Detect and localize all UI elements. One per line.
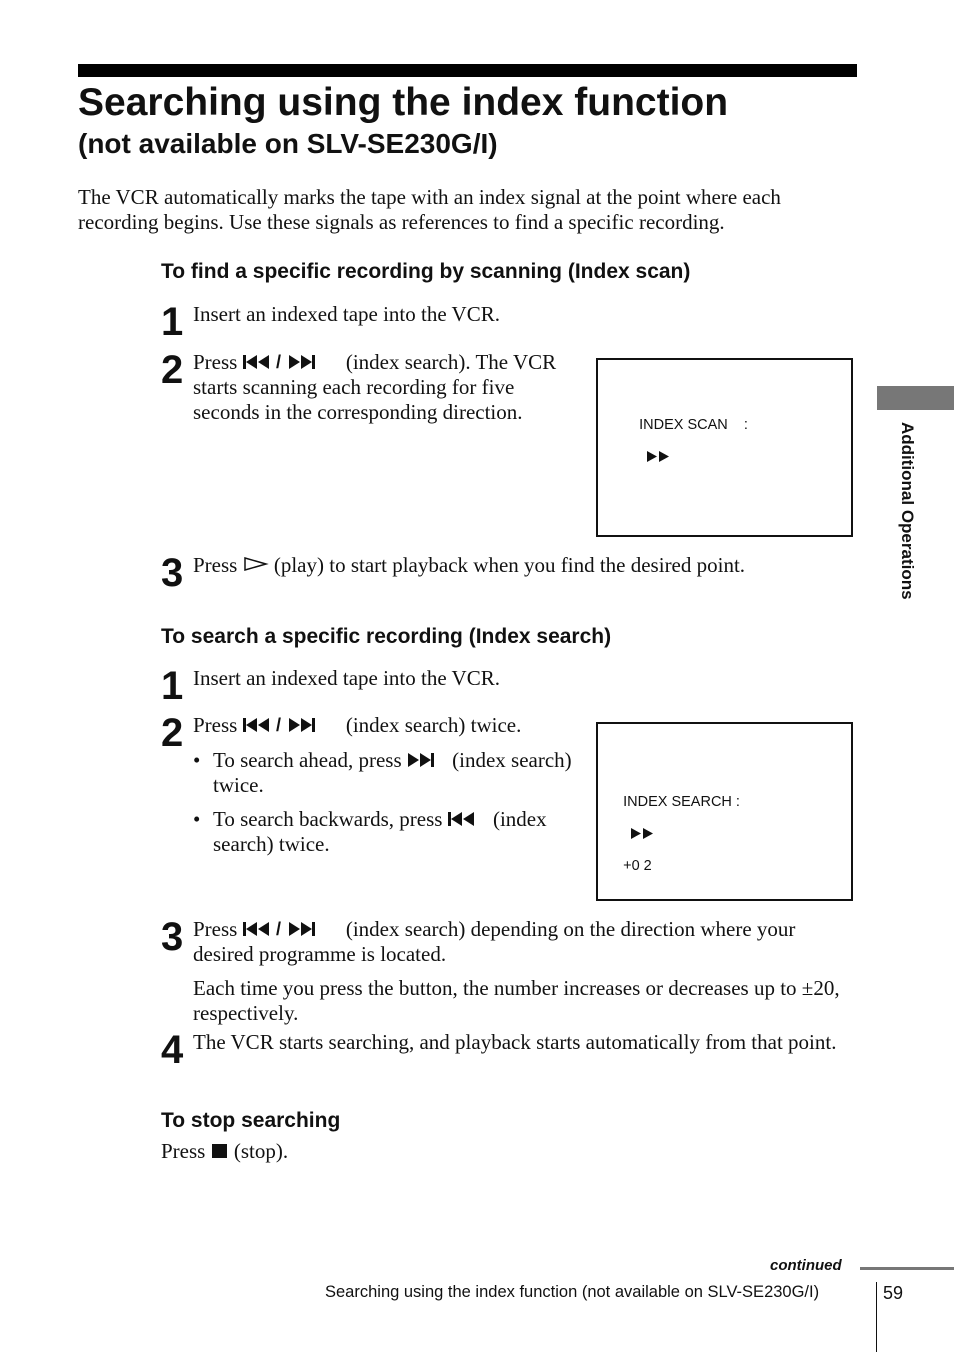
screen-label: INDEX SEARCH : bbox=[623, 794, 740, 810]
step-text-press: Press bbox=[193, 350, 238, 374]
index-search-prev-next-icon bbox=[243, 713, 346, 737]
stop-text bbox=[161, 1139, 288, 1164]
step-number: 2 bbox=[161, 711, 184, 755]
bullet-text bbox=[213, 748, 578, 798]
step-number: 2 bbox=[161, 348, 184, 392]
step-number: 1 bbox=[161, 664, 184, 708]
step-text-press: Press bbox=[193, 917, 238, 941]
index-search-next-icon bbox=[407, 748, 452, 772]
index-search-screen bbox=[596, 722, 853, 901]
step-text: Insert an indexed tape into the VCR. bbox=[193, 302, 500, 326]
title-rule bbox=[78, 64, 857, 77]
bullet-dot: • bbox=[193, 807, 201, 831]
fast-forward-icon bbox=[623, 449, 671, 481]
step-text bbox=[193, 553, 745, 578]
screen-text bbox=[607, 778, 740, 890]
svg-text:/: / bbox=[275, 717, 281, 733]
running-footer-title: Searching using the index function (not available on SLV-SE230G/I) bbox=[325, 1283, 820, 1301]
screen-label: INDEX SCAN : bbox=[639, 417, 748, 433]
section-tab-label: Additional Operations bbox=[898, 422, 917, 600]
index-search-prev-next-icon bbox=[243, 917, 346, 941]
step-text-rest: (index search). The VCR starts scanning each recording for five seconds in the corresponding direction. bbox=[193, 350, 557, 424]
step-number: 3 bbox=[161, 551, 184, 595]
bullet-text-a: To search ahead, press bbox=[213, 748, 402, 772]
stop-heading: To stop searching bbox=[161, 1109, 341, 1132]
bullet-text-b: (index search) twice. bbox=[213, 748, 572, 797]
step-text bbox=[193, 350, 563, 425]
step-number: 1 bbox=[161, 300, 184, 344]
step-text-rest: (index search) twice. bbox=[345, 713, 522, 737]
page-number: 59 bbox=[883, 1283, 904, 1303]
bullet-text bbox=[213, 807, 588, 857]
bullet-dot: • bbox=[193, 748, 201, 772]
step-text-press: Press bbox=[193, 553, 238, 577]
index-search-heading: To search a specific recording (Index search) bbox=[161, 625, 612, 648]
page-subtitle: (not available on SLV-SE230G/I) bbox=[78, 128, 498, 159]
screen-counter: +0 2 bbox=[623, 858, 652, 874]
stop-text-press: Press bbox=[161, 1139, 206, 1163]
stop-text-rest: (stop). bbox=[233, 1139, 289, 1163]
continued-rule bbox=[860, 1267, 954, 1270]
stop-icon bbox=[211, 1139, 234, 1163]
intro-paragraph: The VCR automatically marks the tape with an index signal at the point where each recording begins. Use these signals as references to find a specific recording. bbox=[78, 185, 781, 234]
step-note: Each time you press the button, the number increases or decreases up to ±20, respectively. bbox=[193, 976, 840, 1025]
index-search-prev-next-icon bbox=[243, 350, 341, 375]
index-scan-heading: To find a specific recording by scanning (Index scan) bbox=[161, 260, 691, 283]
screen-text bbox=[623, 401, 748, 497]
continued-label: continued bbox=[770, 1257, 842, 1274]
svg-text:/: / bbox=[275, 921, 281, 937]
fast-forward-icon bbox=[607, 826, 655, 858]
footer-divider bbox=[876, 1282, 877, 1352]
svg-text:/: / bbox=[275, 354, 281, 370]
page-title: Searching using the index function bbox=[78, 81, 729, 124]
index-search-prev-icon bbox=[448, 807, 493, 831]
step-text-rest: (play) to start playback when you find the desired point. bbox=[273, 553, 746, 577]
step-text: Insert an indexed tape into the VCR. bbox=[193, 666, 500, 690]
step-text-rest: (index search) depending on the direction where your desired programme is located. bbox=[193, 917, 796, 966]
section-tab-marker bbox=[877, 386, 954, 410]
bullet-text-b: (index search) twice. bbox=[213, 807, 547, 856]
step-text bbox=[193, 713, 521, 738]
step-number: 4 bbox=[161, 1028, 184, 1072]
bullet-text-a: To search backwards, press bbox=[213, 807, 443, 831]
step-text bbox=[193, 917, 853, 967]
step-text: The VCR starts searching, and playback starts automatically from that point. bbox=[193, 1030, 837, 1054]
index-scan-screen bbox=[596, 358, 853, 537]
step-number: 3 bbox=[161, 915, 184, 959]
step-text-press: Press bbox=[193, 713, 238, 737]
play-icon bbox=[243, 553, 274, 577]
